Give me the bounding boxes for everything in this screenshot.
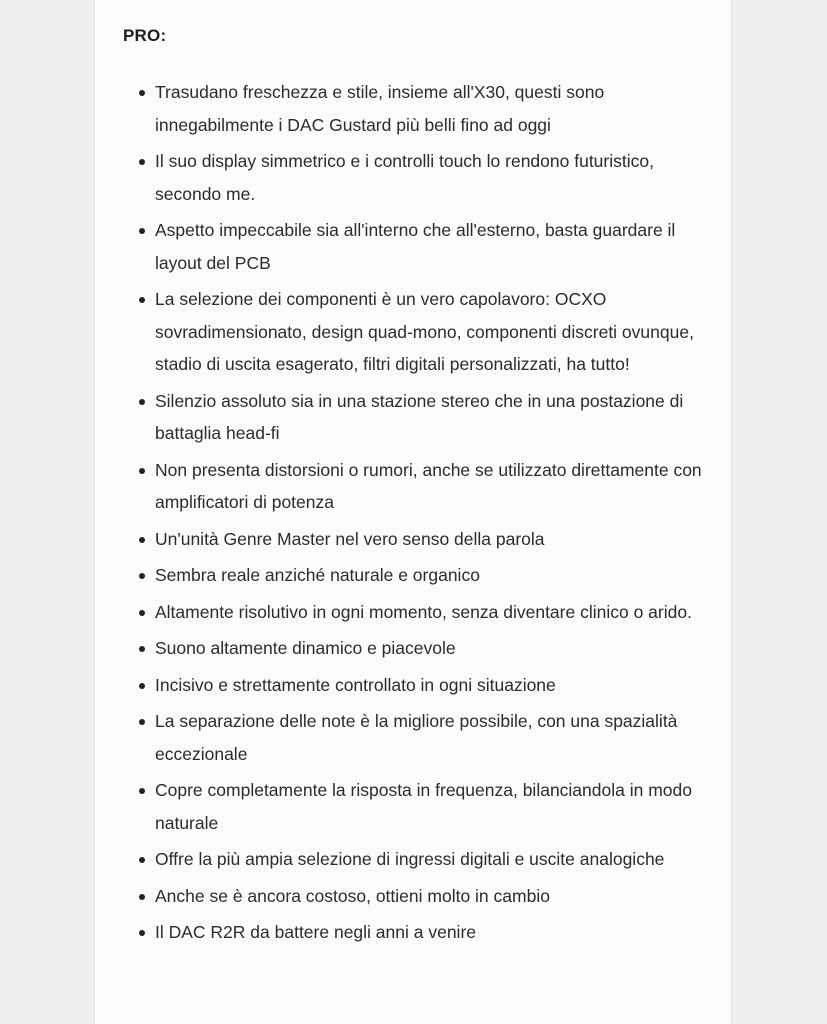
list-item: Suono altamente dinamico e piacevole [155, 632, 705, 665]
list-item: Un'unità Genre Master nel vero senso della parola [155, 523, 705, 556]
list-item: Sembra reale anziché naturale e organico [155, 559, 705, 592]
list-item: Il suo display simmetrico e i controlli touch lo rendono futuristico, secondo me. [155, 145, 705, 210]
content-card [94, 0, 732, 1024]
section-heading: PRO: [123, 26, 167, 45]
list-item: Trasudano freschezza e stile, insieme all'X30, questi sono innegabilmente i DAC Gustard più belli fino ad oggi [155, 76, 705, 141]
list-item: Silenzio assoluto sia in una stazione stereo che in una postazione di battaglia head-fi [155, 385, 705, 450]
list-item: La selezione dei componenti è un vero capolavoro: OCXO sovradimensionato, design quad-mono, componenti discreti ovunque, stadio di uscita esagerato, filtri digitali personalizzati, ha tutto! [155, 283, 705, 381]
pros-list [95, 76, 705, 953]
list-item: Il DAC R2R da battere negli anni a venire [155, 916, 705, 949]
list-item: Offre la più ampia selezione di ingressi digitali e uscite analogiche [155, 843, 705, 876]
list-item: Altamente risolutivo in ogni momento, senza diventare clinico o arido. [155, 596, 705, 629]
list-item: Aspetto impeccabile sia all'interno che all'esterno, basta guardare il layout del PCB [155, 214, 705, 279]
list-item: La separazione delle note è la migliore possibile, con una spazialità eccezionale [155, 705, 705, 770]
list-item: Anche se è ancora costoso, ottieni molto in cambio [155, 880, 705, 913]
list-item: Copre completamente la risposta in frequenza, bilanciandola in modo naturale [155, 774, 705, 839]
list-item: Non presenta distorsioni o rumori, anche se utilizzato direttamente con amplificatori di potenza [155, 454, 705, 519]
list-item: Incisivo e strettamente controllato in ogni situazione [155, 669, 705, 702]
